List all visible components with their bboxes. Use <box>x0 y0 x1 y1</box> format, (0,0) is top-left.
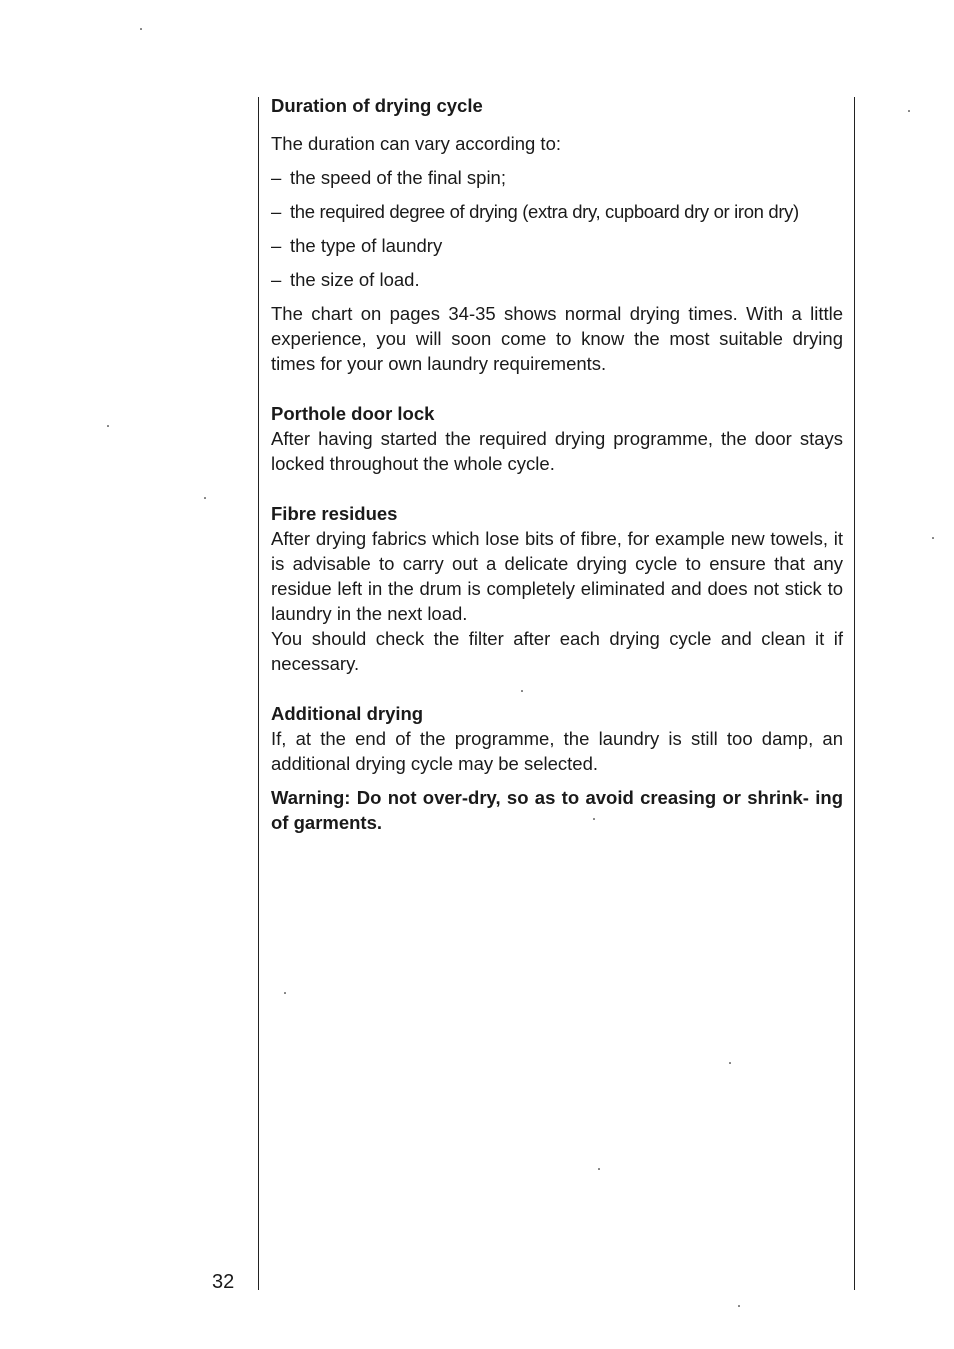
list-item-text: the type of laundry <box>290 235 443 256</box>
section-heading-additional: Additional drying <box>271 703 424 724</box>
fibre-body: After drying fabrics which lose bits of fibre, for example new towels, it is advisable to carry out a delicate drying cycle to ensure that any residue left in the drum is completely eliminated and does not stick to laundry in the next load. <box>271 528 843 624</box>
section-heading-duration: Duration of drying cycle <box>271 95 483 116</box>
scan-speck <box>593 818 595 820</box>
list-dash: – <box>271 269 282 290</box>
scan-speck <box>738 1305 740 1307</box>
additional-body: If, at the end of the programme, the laundry is still too damp, an additional drying cycle may be selected. <box>271 728 843 774</box>
porthole-body: After having started the required drying programme, the door stays locked throughout the whole cycle. <box>271 428 843 474</box>
list-item <box>271 267 843 292</box>
scan-speck <box>521 690 523 692</box>
scan-speck <box>598 1168 600 1170</box>
duration-body: The chart on pages 34-35 shows normal drying times. With a little experience, you will soon come to know the most suitable drying times for your own laundry requirements. <box>271 303 843 374</box>
duration-intro: The duration can vary according to: <box>271 133 561 154</box>
left-margin-rule <box>258 97 259 1290</box>
scan-speck <box>107 425 109 427</box>
section-heading-fibre: Fibre residues <box>271 503 398 524</box>
page-content <box>271 93 843 835</box>
list-dash: – <box>271 167 282 188</box>
section-heading-porthole: Porthole door lock <box>271 403 435 424</box>
page-number: 32 <box>212 1271 235 1293</box>
scan-speck <box>140 28 142 30</box>
warning-note: Warning: Do not over-dry, so as to avoid creasing or shrink- ing of garments. <box>271 787 843 833</box>
list-item-text: the speed of the final spin; <box>290 167 506 188</box>
list-item <box>271 199 843 224</box>
list-item <box>271 165 843 190</box>
scan-speck <box>204 497 206 499</box>
fibre-body-filter: You should check the filter after each drying cycle and clean it if necessary. <box>271 628 843 674</box>
right-margin-rule <box>854 97 855 1290</box>
list-dash: – <box>271 201 282 222</box>
scan-speck <box>284 992 286 994</box>
scan-speck <box>908 110 910 112</box>
list-dash: – <box>271 235 282 256</box>
list-item-text: the size of load. <box>290 269 420 290</box>
scan-speck <box>729 1062 731 1064</box>
list-item <box>271 233 843 258</box>
list-item-text: the required degree of drying (extra dry, cupboard dry or iron dry) <box>290 201 799 222</box>
scan-speck <box>932 537 934 539</box>
